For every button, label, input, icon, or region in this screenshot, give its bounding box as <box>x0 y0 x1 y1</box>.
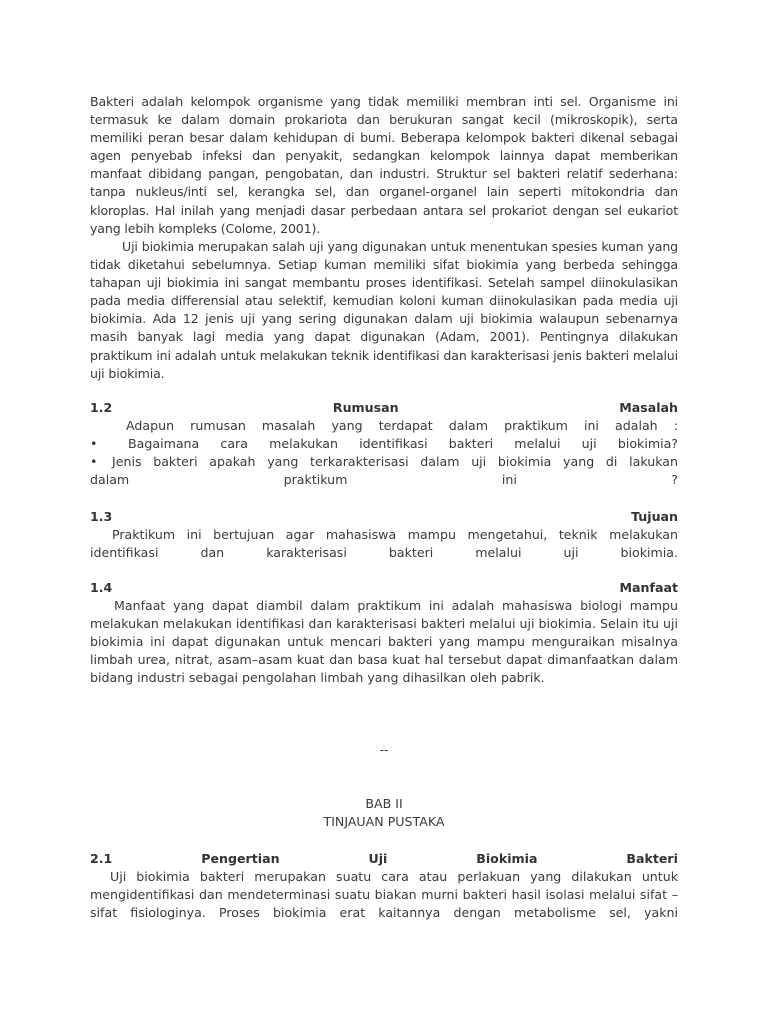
page-break-marker: -- <box>379 742 389 757</box>
section-text-line-2 <box>90 544 678 562</box>
word: uji <box>563 545 579 561</box>
section-number: 2.1 <box>90 851 113 866</box>
bullet-text: Jenis bakteri apakah yang terkarakterisasi dalam uji biokimia yang di lakukan <box>112 454 678 470</box>
bullet-item-2 <box>90 453 678 471</box>
section-text-line-1: Praktikum ini bertujuan agar mahasiswa mampu mengetahui, teknik melakukan <box>112 527 678 543</box>
section-pengertian <box>90 850 678 922</box>
section-intro: Adapun rumusan masalah yang terdapat dalam praktikum ini adalah : <box>126 418 678 434</box>
bullet-icon: • <box>90 454 98 470</box>
section-heading <box>90 508 678 526</box>
section-heading <box>90 399 678 417</box>
section-heading <box>90 850 678 868</box>
bullet-icon: • <box>90 436 98 452</box>
word: dan <box>200 545 225 561</box>
section-title: Tujuan <box>631 509 678 524</box>
word: biokimia. <box>620 545 678 561</box>
section-title-word: Bakteri <box>626 851 678 866</box>
section-text: Uji biokimia bakteri merupakan suatu cara atau perlakuan yang dilakukan untuk mengidentifikasi dan mendeterminasi suatu biakan murni bakteri hasil isolasi melalui sifat – sifat fisiologinya. Proses biokimia erat kaitannya dengan metabolisme sel, yakni <box>90 869 678 921</box>
section-title-word: Pengertian <box>201 851 280 866</box>
bullet-text: Bagaimana cara melakukan identifikasi bakteri melalui uji biokimia? <box>128 436 678 452</box>
section-number: 1.2 <box>90 400 113 415</box>
intro-paragraph-2: Uji biokimia merupakan salah uji yang digunakan untuk menentukan spesies kuman yang tidak diketahui sebelumnya. Setiap kuman memiliki sifat biokimia yang berbeda sehingga tahapan uji biokimia ini sangat membantu proses identifikasi. Setelah sampel diinokulasikan pada media differensial atau selektif, kemudian koloni kuman diinokulasikan pada media uji biokimia. Ada 12 jenis uji yang sering digunakan dalam uji biokimia walaupun sebenarnya masih banyak lagi media yang dapat digunakan (Adam, 2001). Pentingnya dilakukan praktikum ini adalah untuk melakukan teknik identifikasi dan karakterisasi jenis bakteri melalui uji biokimia. <box>90 239 678 381</box>
section-rumusan-masalah <box>90 399 678 489</box>
section-text: Manfaat yang dapat diambil dalam praktikum ini adalah mahasiswa biologi mampu melakukan melakukan identifikasi dan karakterisasi bakteri melalui uji biokimia. Selain itu uji biokimia ini dapat digunakan untuk mencari bakteri yang mampu menguraikan misalnya limbah urea, nitrat, asam–asam kuat dan basa kuat hal tersebut dapat dimanfaatkan dalam bidang industri sebagai pengolahan limbah yang dihasilkan oleh pabrik. <box>90 598 678 686</box>
chapter-label: BAB II <box>365 796 403 811</box>
section-title-word: Uji <box>368 851 388 866</box>
section-title: Rumusan <box>332 400 399 415</box>
word: karakterisasi <box>266 545 347 561</box>
word: melalui <box>475 545 522 561</box>
section-title-end: Masalah <box>619 400 678 415</box>
word: ? <box>671 472 678 488</box>
section-manfaat <box>90 579 678 688</box>
word: identifikasi <box>90 545 159 561</box>
bullet-continuation <box>90 471 678 489</box>
chapter-title: TINJAUAN PUSTAKA <box>323 814 445 829</box>
section-title: Manfaat <box>619 580 678 595</box>
section-heading <box>90 579 678 597</box>
intro-paragraph-1: Bakteri adalah kelompok organisme yang tidak memiliki membran inti sel. Organisme ini termasuk ke dalam domain prokariota dan berukuran sangat kecil (mikroskopik), serta memiliki peran besar dalam kehidupan di bumi. Beberapa kelompok bakteri dikenal sebagai agen penyebab infeksi dan penyakit, sedangkan kelompok lainnya dapat memberikan manfaat dibidang pangan, pengobatan, dan industri. Struktur sel bakteri relatif sederhana: tanpa nukleus/inti sel, kerangka sel, dan organel-organel lain seperti mitokondria dan kloroplas. Hal inilah yang menjadi dasar perbedaan antara sel prokariot dengan sel eukariot yang lebih kompleks (Colome, 2001). <box>90 94 678 236</box>
section-number: 1.3 <box>90 509 113 524</box>
section-number: 1.4 <box>90 580 113 595</box>
section-tujuan <box>90 508 678 562</box>
word: praktikum <box>283 472 348 488</box>
word: ini <box>501 472 517 488</box>
section-title-word: Biokimia <box>476 851 538 866</box>
word: dalam <box>90 472 130 488</box>
word: bakteri <box>388 545 434 561</box>
bullet-item-1 <box>90 435 678 453</box>
